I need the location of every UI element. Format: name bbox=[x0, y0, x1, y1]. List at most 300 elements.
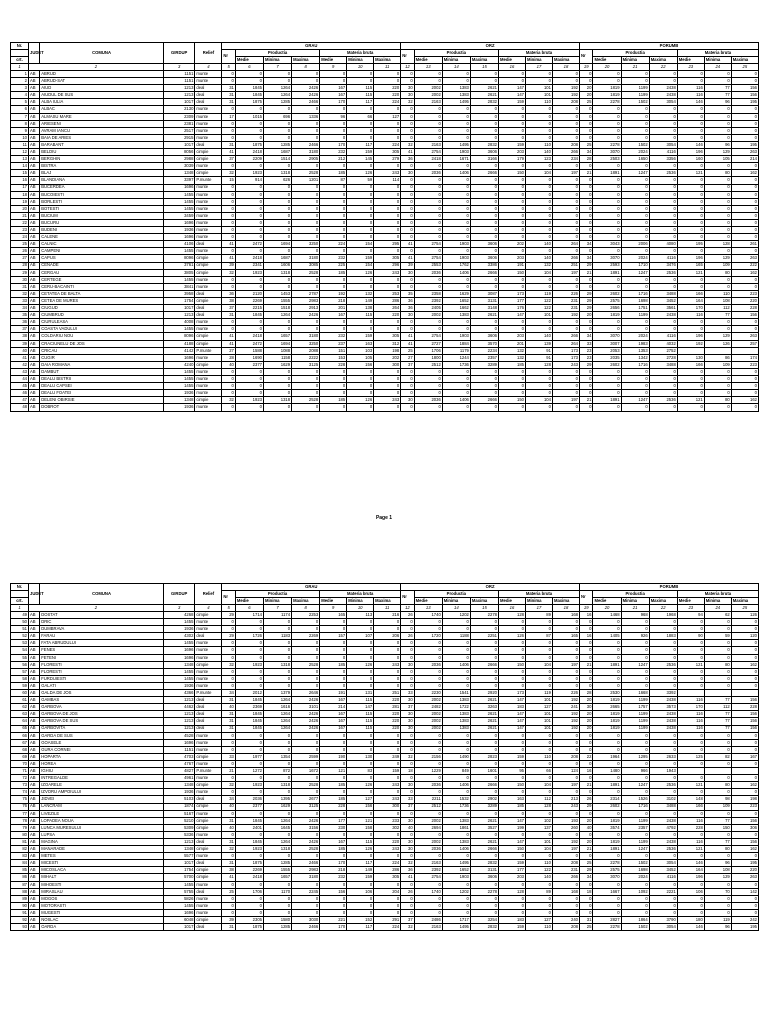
table-cell: 0 bbox=[704, 789, 731, 796]
table-row bbox=[11, 170, 759, 177]
table-cell: 3452 bbox=[649, 867, 677, 874]
table-cell: 1502 bbox=[621, 141, 649, 148]
table-cell: 0 bbox=[649, 106, 677, 113]
table-cell: 968 bbox=[621, 612, 649, 619]
table-cell: 0 bbox=[704, 640, 731, 647]
table-cell: 162 bbox=[731, 661, 758, 668]
table-cell: 192 bbox=[677, 340, 704, 347]
table-cell: AB bbox=[28, 78, 39, 85]
table-cell: 2528 bbox=[292, 846, 320, 853]
table-cell: AB bbox=[28, 134, 39, 141]
table-cell: 1490 bbox=[442, 753, 470, 760]
table-cell: 0 bbox=[731, 198, 758, 205]
table-cell: 1690 bbox=[235, 354, 263, 361]
table-cell: 129 bbox=[704, 874, 731, 881]
table-cell: 0 bbox=[347, 640, 374, 647]
table-cell: 0 bbox=[499, 326, 526, 333]
table-cell: 20 bbox=[579, 817, 592, 824]
table-cell: 116 bbox=[677, 839, 704, 846]
table-cell: 3289 bbox=[470, 803, 498, 810]
table-cell: 41 bbox=[222, 340, 235, 347]
table-cell: 3125 bbox=[292, 803, 320, 810]
table-cell: 1514 bbox=[263, 156, 291, 163]
table-cell: 0 bbox=[704, 283, 731, 290]
header-minima: Minima bbox=[704, 598, 731, 605]
table-cell: 0 bbox=[704, 909, 731, 916]
header-column-number: 10 bbox=[347, 605, 374, 612]
table-cell: munte bbox=[195, 127, 222, 134]
table-cell: 1158 bbox=[263, 354, 291, 361]
table-cell: 5700 bbox=[163, 874, 194, 881]
table-cell: 2823 bbox=[470, 753, 498, 760]
table-cell: 63 bbox=[11, 711, 29, 718]
table-cell: GARBOVA DE SUS bbox=[40, 718, 164, 725]
table-cell: 0 bbox=[263, 760, 291, 767]
table-cell: 1272 bbox=[235, 768, 263, 775]
header-nr: Nr. bbox=[11, 584, 29, 591]
table-cell: 1017 bbox=[163, 99, 194, 106]
table-cell: 0 bbox=[677, 134, 704, 141]
table-cell: 0 bbox=[499, 640, 526, 647]
table-cell: 0 bbox=[347, 647, 374, 654]
table-cell: 0 bbox=[621, 163, 649, 170]
table-cell: 1199 bbox=[621, 92, 649, 99]
table-cell: 0 bbox=[525, 682, 552, 689]
table-cell: 3606 bbox=[470, 333, 498, 340]
table-cell: 0 bbox=[677, 760, 704, 767]
table-cell: 0 bbox=[621, 404, 649, 411]
table-cell: 1936 bbox=[163, 682, 194, 689]
table-cell: 0 bbox=[292, 668, 320, 675]
table-cell: 1706 bbox=[414, 347, 442, 354]
header-minima: Minima bbox=[263, 598, 291, 605]
table-cell: AB bbox=[28, 241, 39, 248]
table-cell: 109 bbox=[704, 361, 731, 368]
table-cell: 41 bbox=[222, 874, 235, 881]
table-cell: 116 bbox=[677, 725, 704, 732]
table-cell: 0 bbox=[704, 191, 731, 198]
table-cell: 1348 bbox=[163, 782, 194, 789]
table-cell: 0 bbox=[525, 219, 552, 226]
table-cell: 203 bbox=[499, 874, 526, 881]
table-cell: 2666 bbox=[470, 661, 498, 668]
table-cell: 0 bbox=[649, 902, 677, 909]
table-cell: 2438 bbox=[649, 85, 677, 92]
table-cell: 0 bbox=[222, 163, 235, 170]
table-cell: 128 bbox=[525, 803, 552, 810]
table-cell: 0 bbox=[525, 881, 552, 888]
header-column-number: 10 bbox=[347, 64, 374, 71]
table-cell: DOBROT bbox=[40, 404, 164, 411]
header-column-number: 8 bbox=[292, 605, 320, 612]
table-cell: 0 bbox=[222, 682, 235, 689]
table-cell: 0 bbox=[621, 654, 649, 661]
table-cell: 196 bbox=[677, 149, 704, 156]
table-cell: AB bbox=[28, 113, 39, 120]
header-medie: Medie bbox=[677, 598, 704, 605]
table-cell: deal bbox=[195, 718, 222, 725]
table-row bbox=[11, 262, 759, 269]
table-cell: 176 bbox=[499, 305, 526, 312]
table-cell: 41 bbox=[401, 149, 414, 156]
table-cell: 0 bbox=[593, 227, 621, 234]
table-cell: 203 bbox=[499, 149, 526, 156]
table-cell: 1455 bbox=[163, 326, 194, 333]
table-cell: 0 bbox=[704, 248, 731, 255]
table-cell: 192 bbox=[552, 85, 579, 92]
table-cell: 1383 bbox=[442, 312, 470, 319]
table-cell: 1891 bbox=[593, 846, 621, 853]
table-row bbox=[11, 127, 759, 134]
table-cell: 5103 bbox=[163, 796, 194, 803]
table-cell: 126 bbox=[731, 612, 758, 619]
header-medie: Medie bbox=[320, 598, 347, 605]
table-cell: 197 bbox=[552, 782, 579, 789]
header-column-number: 5 bbox=[222, 64, 235, 71]
header-column-number: 3 bbox=[163, 605, 194, 612]
table-row bbox=[11, 846, 759, 853]
table-cell: 0 bbox=[263, 626, 291, 633]
table-cell: 125 bbox=[677, 753, 704, 760]
table-cell: 0 bbox=[579, 120, 592, 127]
table-row bbox=[11, 725, 759, 732]
table-cell: 0 bbox=[374, 376, 401, 383]
table-cell: 88 bbox=[11, 888, 29, 895]
table-cell: 0 bbox=[222, 668, 235, 675]
table-cell: 0 bbox=[593, 775, 621, 782]
table-cell: 167 bbox=[320, 92, 347, 99]
table-cell: 2438 bbox=[649, 312, 677, 319]
table-cell: cimpie bbox=[195, 917, 222, 924]
table-cell: 4792 bbox=[649, 824, 677, 831]
table-cell: 127 bbox=[525, 704, 552, 711]
table-cell: 224 bbox=[374, 924, 401, 931]
table-cell: cimpie bbox=[195, 333, 222, 340]
table-cell: 2002 bbox=[414, 839, 442, 846]
table-row bbox=[11, 732, 759, 739]
table-cell: 0 bbox=[347, 219, 374, 226]
table-cell: 0 bbox=[292, 775, 320, 782]
table-cell: 157 bbox=[320, 633, 347, 640]
table-row bbox=[11, 390, 759, 397]
table-cell: AB bbox=[28, 71, 39, 78]
table-cell: 2602 bbox=[593, 361, 621, 368]
table-row bbox=[11, 810, 759, 817]
table-cell: 0 bbox=[470, 205, 498, 212]
table-cell: 0 bbox=[579, 227, 592, 234]
table-cell: 30 bbox=[401, 725, 414, 732]
header-column-number: 18 bbox=[552, 605, 579, 612]
table-cell: 91 bbox=[525, 354, 552, 361]
table-cell: 263 bbox=[731, 333, 758, 340]
table-cell: 179 bbox=[499, 156, 526, 163]
table-cell: 0 bbox=[499, 205, 526, 212]
table-cell: 162 bbox=[731, 170, 758, 177]
table-cell: 1342 bbox=[621, 354, 649, 361]
table-cell: 29 bbox=[579, 867, 592, 874]
table-cell: 0 bbox=[621, 106, 649, 113]
table-cell: 0 bbox=[222, 895, 235, 902]
table-cell: 121 bbox=[677, 397, 704, 404]
table-cell: 1698 bbox=[621, 867, 649, 874]
table-cell: 0 bbox=[235, 376, 263, 383]
table-cell: 101 bbox=[525, 697, 552, 704]
table-cell: 0 bbox=[552, 831, 579, 838]
table-cell: 0 bbox=[579, 219, 592, 226]
table-cell: 0 bbox=[347, 626, 374, 633]
table-cell: 0 bbox=[579, 404, 592, 411]
table-cell: 0 bbox=[731, 831, 758, 838]
table-cell: 113 bbox=[347, 612, 374, 619]
table-cell: FETENI bbox=[40, 654, 164, 661]
table-cell: munte bbox=[195, 640, 222, 647]
table-cell: 0 bbox=[525, 739, 552, 746]
table-cell: 0 bbox=[470, 134, 498, 141]
table-cell: 101 bbox=[525, 725, 552, 732]
table-cell: 0 bbox=[347, 775, 374, 782]
table-cell: 0 bbox=[414, 789, 442, 796]
table-cell: FARAU bbox=[40, 633, 164, 640]
table-cell: 0 bbox=[621, 909, 649, 916]
table-cell: 2482 bbox=[414, 704, 442, 711]
table-row bbox=[11, 746, 759, 753]
header-materia-bruta: Materia bruta bbox=[499, 50, 580, 57]
table-cell bbox=[704, 347, 731, 354]
table-cell: 5167 bbox=[163, 810, 194, 817]
table-cell: 0 bbox=[731, 640, 758, 647]
table-cell: 106 bbox=[677, 888, 704, 895]
table-cell: 0 bbox=[401, 205, 414, 212]
table-cell: 0 bbox=[235, 205, 263, 212]
table-cell: 1174 bbox=[263, 612, 291, 619]
table-cell: 0 bbox=[621, 127, 649, 134]
table-cell: 279 bbox=[374, 156, 401, 163]
table-cell: 0 bbox=[525, 668, 552, 675]
table-cell: 0 bbox=[552, 895, 579, 902]
table-cell: LOPADEA NOUA bbox=[40, 817, 164, 824]
table-cell: 0 bbox=[320, 619, 347, 626]
table-cell: AB bbox=[28, 198, 39, 205]
table-row bbox=[11, 234, 759, 241]
table-cell: 132 bbox=[347, 290, 374, 297]
table-cell: 0 bbox=[593, 902, 621, 909]
table-cell: 0 bbox=[320, 376, 347, 383]
table-cell: 198 bbox=[374, 347, 401, 354]
table-cell: 79 bbox=[11, 824, 29, 831]
table-cell: 32 bbox=[222, 397, 235, 404]
table-cell: 0 bbox=[593, 668, 621, 675]
table-cell: 1264 bbox=[263, 92, 291, 99]
table-cell: 2666 bbox=[470, 782, 498, 789]
table-cell: 4462 bbox=[163, 704, 194, 711]
table-cell: 173 bbox=[499, 690, 526, 697]
table-cell: AB bbox=[28, 682, 39, 689]
table-cell: 1532 bbox=[442, 796, 470, 803]
table-cell: 0 bbox=[263, 212, 291, 219]
table-cell: 154 bbox=[347, 262, 374, 269]
table-cell: 0 bbox=[374, 626, 401, 633]
table-cell: 0 bbox=[649, 276, 677, 283]
table-cell: 2553 bbox=[414, 262, 442, 269]
table-row bbox=[11, 283, 759, 290]
table-cell: 220 bbox=[374, 725, 401, 732]
table-cell: 0 bbox=[374, 732, 401, 739]
header-medie: Medie bbox=[414, 598, 442, 605]
table-cell: 3386 bbox=[470, 262, 498, 269]
table-cell: 0 bbox=[704, 127, 731, 134]
table-cell: 1845 bbox=[235, 725, 263, 732]
table-cell: 0 bbox=[263, 746, 291, 753]
table-cell: 0 bbox=[677, 283, 704, 290]
table-cell: 1017 bbox=[163, 305, 194, 312]
table-cell: 0 bbox=[470, 191, 498, 198]
table-cell: 1495 bbox=[442, 99, 470, 106]
table-cell: 1923 bbox=[235, 170, 263, 177]
header-column-number: 21 bbox=[621, 64, 649, 71]
table-cell: 0 bbox=[677, 368, 704, 375]
header-column-number: 11 bbox=[374, 64, 401, 71]
table-cell: 1213 bbox=[163, 85, 194, 92]
table-cell: 0 bbox=[552, 368, 579, 375]
table-cell: 132 bbox=[499, 347, 526, 354]
table-cell: 0 bbox=[499, 668, 526, 675]
table-cell: munte bbox=[195, 106, 222, 113]
table-cell: 0 bbox=[704, 760, 731, 767]
table-cell: 115 bbox=[347, 697, 374, 704]
table-cell: 159 bbox=[499, 860, 526, 867]
table-cell: 0 bbox=[442, 739, 470, 746]
table-cell: 0 bbox=[401, 276, 414, 283]
table-cell: 1264 bbox=[263, 817, 291, 824]
table-cell: 0 bbox=[470, 760, 498, 767]
table-cell: 66 bbox=[11, 732, 29, 739]
table-cell: 1318 bbox=[263, 782, 291, 789]
table-cell: 0 bbox=[593, 113, 621, 120]
table-cell: 0 bbox=[414, 853, 442, 860]
table-cell: 3039 bbox=[163, 163, 194, 170]
table-cell: 41 bbox=[222, 241, 235, 248]
table-row bbox=[11, 612, 759, 619]
table-cell: 0 bbox=[222, 732, 235, 739]
table-cell: MIHOESTI bbox=[40, 881, 164, 888]
table-cell: GAMBAS bbox=[40, 697, 164, 704]
table-cell: AB bbox=[28, 612, 39, 619]
table-cell: 0 bbox=[374, 739, 401, 746]
header-column-number: 17 bbox=[525, 605, 552, 612]
table-cell: 0 bbox=[525, 376, 552, 383]
table-cell: 2621 bbox=[470, 85, 498, 92]
table-cell: 208 bbox=[552, 753, 579, 760]
table-cell: 1318 bbox=[263, 846, 291, 853]
table-cell: 1875 bbox=[235, 99, 263, 106]
table-cell: 2088 bbox=[292, 347, 320, 354]
table-cell: 0 bbox=[552, 909, 579, 916]
table-cell: CUGIR bbox=[40, 354, 164, 361]
table-cell: AB bbox=[28, 768, 39, 775]
table-cell: 0 bbox=[320, 682, 347, 689]
table-cell: 1453 bbox=[263, 290, 291, 297]
table-cell: 36 bbox=[222, 290, 235, 297]
table-cell: 0 bbox=[649, 212, 677, 219]
table-cell: 1629 bbox=[263, 361, 291, 368]
table-cell: 20 bbox=[579, 725, 592, 732]
table-cell: 220 bbox=[374, 312, 401, 319]
table-cell: 1406 bbox=[442, 661, 470, 668]
table-cell: 0 bbox=[374, 212, 401, 219]
table-cell: 4961 bbox=[163, 775, 194, 782]
table-row bbox=[11, 269, 759, 276]
table-cell: 1354 bbox=[263, 753, 291, 760]
table-cell: 16 bbox=[579, 633, 592, 640]
table-cell: 0 bbox=[731, 205, 758, 212]
header-materia-bruta: Materia bruta bbox=[677, 591, 758, 598]
table-cell: 30 bbox=[401, 697, 414, 704]
table-cell: 159 bbox=[347, 149, 374, 156]
table-cell: 0 bbox=[552, 732, 579, 739]
table-cell: 214 bbox=[320, 704, 347, 711]
header-nr: Nr. bbox=[11, 43, 29, 50]
table-cell: 0 bbox=[222, 191, 235, 198]
table-cell: 1687 bbox=[263, 149, 291, 156]
table-cell: 0 bbox=[235, 191, 263, 198]
header-nr-b: Nr bbox=[401, 591, 414, 605]
table-cell: 0 bbox=[579, 113, 592, 120]
table-cell: 0 bbox=[649, 668, 677, 675]
table-cell: 0 bbox=[499, 739, 526, 746]
table-cell: 0 bbox=[649, 810, 677, 817]
table-cell: 0 bbox=[222, 902, 235, 909]
table-cell: 31 bbox=[222, 718, 235, 725]
table-cell: 3263 bbox=[470, 704, 498, 711]
table-cell: 0 bbox=[731, 368, 758, 375]
table-cell: 1923 bbox=[235, 661, 263, 668]
table-cell: 0 bbox=[677, 127, 704, 134]
table-cell: 0 bbox=[292, 895, 320, 902]
table-cell: 0 bbox=[442, 113, 470, 120]
table-cell: 39 bbox=[222, 917, 235, 924]
table-cell: 1383 bbox=[442, 839, 470, 846]
table-cell: 20 bbox=[11, 205, 29, 212]
table-cell: 20 bbox=[579, 718, 592, 725]
table-cell: 0 bbox=[593, 760, 621, 767]
table-cell: 41 bbox=[11, 354, 29, 361]
table-cell: 167 bbox=[320, 839, 347, 846]
table-row bbox=[11, 633, 759, 640]
table-cell: 228 bbox=[731, 305, 758, 312]
table-cell: 2426 bbox=[292, 725, 320, 732]
table-cell: 2036 bbox=[414, 397, 442, 404]
table-cell: 4827 bbox=[163, 768, 194, 775]
table-cell: 225 bbox=[320, 262, 347, 269]
table-cell: 59 bbox=[11, 682, 29, 689]
table-row bbox=[11, 647, 759, 654]
table-cell: 0 bbox=[292, 326, 320, 333]
table-cell: 170 bbox=[320, 860, 347, 867]
table-cell: 0 bbox=[470, 619, 498, 626]
table-cell: 0 bbox=[401, 376, 414, 383]
table-cell: 110 bbox=[525, 860, 552, 867]
table-cell: 150 bbox=[499, 846, 526, 853]
table-cell: 3250 bbox=[292, 241, 320, 248]
table-cell: 31 bbox=[222, 839, 235, 846]
table-cell: 0 bbox=[292, 682, 320, 689]
table-cell: BERGHIN bbox=[40, 156, 164, 163]
table-cell: 29 bbox=[579, 803, 592, 810]
table-cell: 80 bbox=[704, 661, 731, 668]
table-cell: 0 bbox=[235, 789, 263, 796]
table-cell: 2621 bbox=[470, 718, 498, 725]
table-cell: 126 bbox=[499, 633, 526, 640]
